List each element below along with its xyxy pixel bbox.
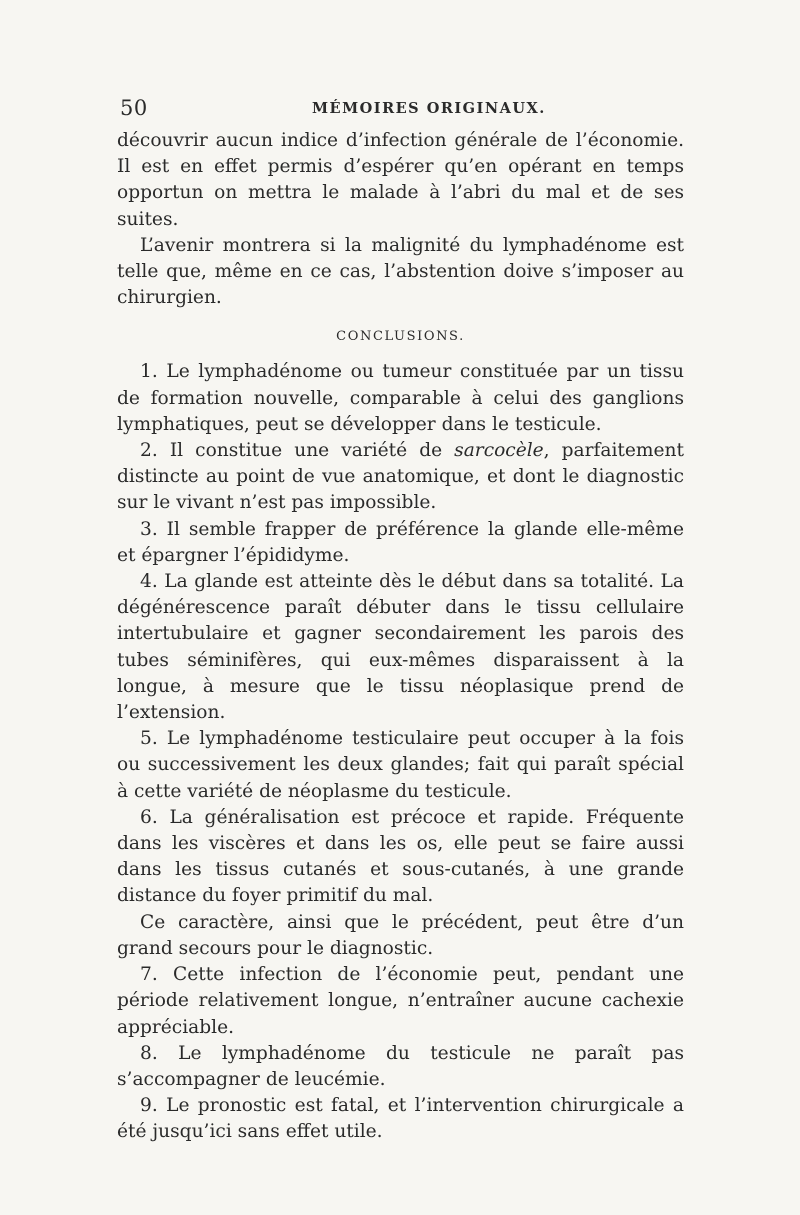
conclusion-text: Il semble frapper de préférence la glande elle-même et épargner l’épididyme. (117, 518, 684, 566)
conclusion-item (117, 726, 684, 805)
conclusion-item (117, 805, 684, 910)
conclusion-item (117, 517, 684, 569)
conclusion-text: La glande est atteinte dès le début dans sa totalité. La dégénérescence paraît débuter dans le tissu cellulaire intertubulaire et gagner secondairement les parois des tubes séminifères, qui eux-mêmes disparaissent à la longue, à mesure que le tissu néoplasique prend de l’extension. (117, 571, 684, 724)
conclusion-italic-term: sarcocèle (454, 440, 544, 462)
page-number: 50 (120, 96, 148, 120)
conclusion-text: La généralisation est précoce et rapide. Fréquente dans les viscères et dans les os, elle peut se faire aussi dans les tissus cutanés et sous-cutanés, à une grande distance du foyer primitif du mal. (117, 806, 684, 907)
page-header (120, 96, 683, 126)
conclusion-number: 7. (140, 964, 158, 986)
paragraph-continued: découvrir aucun indice d’infection générale de l’économie. Il est en effet permis d’espérer qu’en opérant en temps opportun on mettra le malade à l’abri du mal et de ses suites. (117, 130, 684, 230)
conclusion-number: 9. (140, 1095, 158, 1117)
conclusion-text: Le lymphadénome du testicule ne paraît pas s’accompagner de leucémie. (117, 1042, 684, 1090)
conclusion-continuation (117, 910, 684, 962)
section-heading: CONCLUSIONS. (336, 329, 465, 345)
conclusion-number: 2. (140, 440, 158, 462)
conclusion-text: Le lymphadénome ou tumeur constituée par un tissu de formation nouvelle, comparable à celui des ganglions lymphatiques, peut se développer dans le testicule. (117, 361, 684, 435)
paragraph: L’avenir montrera si la malignité du lymphadénome est telle que, même en ce cas, l’abstention doive s’imposer au chirurgien. (117, 234, 684, 309)
conclusion-text: Ce caractère, ainsi que le précédent, peut être d’un grand secours pour le diagnostic. (117, 911, 684, 959)
conclusion-number: 6. (140, 806, 158, 828)
page-body (117, 128, 684, 1146)
conclusion-item (117, 1041, 684, 1093)
conclusion-text: Le pronostic est fatal, et l’intervention chirurgicale a été jusqu’ici sans effet utile. (117, 1095, 684, 1143)
conclusion-text: Le lymphadénome testiculaire peut occuper à la fois ou successivement les deux glandes; fait qui paraît spécial à cette variété de néoplasme du testicule. (117, 728, 684, 802)
conclusion-number: 5. (140, 728, 158, 750)
conclusion-item (117, 1093, 684, 1145)
conclusion-number: 1. (140, 361, 158, 383)
conclusion-item (117, 438, 684, 517)
conclusion-item (117, 569, 684, 726)
conclusion-number: 4. (140, 571, 158, 593)
conclusion-number: 8. (140, 1042, 158, 1064)
conclusion-item (117, 962, 684, 1041)
conclusion-number: 3. (140, 518, 158, 540)
conclusion-text: Il constitue une variété de (169, 440, 455, 462)
conclusion-text: , parfaitement distincte au point de vue anatomique, et dont le diagnostic sur le vivant n’est pas impossible. (117, 440, 684, 514)
conclusion-item (117, 359, 684, 438)
running-head: MÉMOIRES ORIGINAUX. (312, 100, 546, 117)
conclusion-text: Cette infection de l’économie peut, pendant une période relativement longue, n’entraîner aucune cachexie appréciable. (117, 964, 684, 1038)
